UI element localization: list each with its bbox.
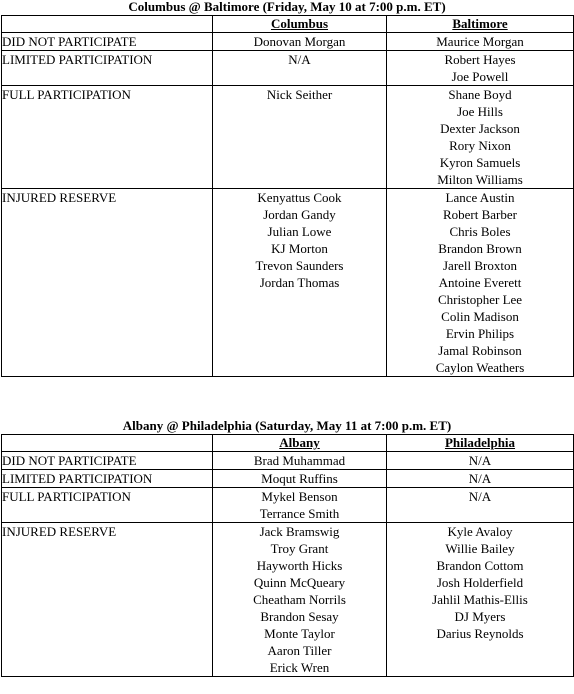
status-header-cell xyxy=(2,435,213,452)
table-row xyxy=(2,51,574,86)
player-list xyxy=(387,452,574,470)
table-row xyxy=(2,452,574,470)
player-name: DJ Myers xyxy=(454,609,506,624)
team-header: Baltimore xyxy=(387,16,574,33)
player-name: Willie Bailey xyxy=(445,541,515,556)
team-header: Columbus xyxy=(213,16,387,33)
player-name: Kyle Avaloy xyxy=(447,524,513,539)
status-label: FULL PARTICIPATION xyxy=(2,86,213,189)
player-name: Dexter Jackson xyxy=(440,121,520,136)
not-applicable-value: N/A xyxy=(468,489,492,504)
player-name: Hayworth Hicks xyxy=(256,558,343,573)
table-row xyxy=(2,86,574,189)
player-name: Aaron Tiller xyxy=(267,643,332,658)
player-list xyxy=(387,51,574,86)
status-label: LIMITED PARTICIPATION xyxy=(2,470,213,488)
player-name: Monte Taylor xyxy=(264,626,335,641)
player-list xyxy=(213,488,387,523)
player-name: Chris Boles xyxy=(449,224,511,239)
table-row xyxy=(2,488,574,523)
player-list xyxy=(387,523,574,677)
player-list xyxy=(387,488,574,523)
not-applicable-value: N/A xyxy=(468,471,492,486)
status-label: INJURED RESERVE xyxy=(2,189,213,377)
game-section-albany-philadelphia xyxy=(1,419,573,677)
player-name: Robert Hayes xyxy=(444,52,516,67)
player-name: Jarell Broxton xyxy=(442,258,517,273)
table-row xyxy=(2,189,574,377)
player-name: Joe Powell xyxy=(451,69,509,84)
player-name: Jahlil Mathis-Ellis xyxy=(432,592,528,607)
player-name: Kenyattus Cook xyxy=(257,190,342,205)
player-list xyxy=(213,86,387,189)
table-row xyxy=(2,33,574,51)
player-list xyxy=(387,470,574,488)
player-name: Trevon Saunders xyxy=(255,258,344,273)
player-list xyxy=(213,470,387,488)
table-header-row xyxy=(2,16,574,33)
not-applicable-value: N/A xyxy=(288,52,311,67)
status-label: DID NOT PARTICIPATE xyxy=(2,452,213,470)
player-name: Caylon Weathers xyxy=(435,360,525,375)
status-header-cell xyxy=(2,16,213,33)
status-label: INJURED RESERVE xyxy=(2,523,213,677)
player-name: KJ Morton xyxy=(271,241,328,256)
player-name: Donovan Morgan xyxy=(253,34,346,49)
team-header: Albany xyxy=(213,435,387,452)
player-name: Cheatham Norrils xyxy=(253,592,346,607)
player-name: Brandon Brown xyxy=(438,241,522,256)
player-name: Brandon Sesay xyxy=(260,609,339,624)
table-header-row xyxy=(2,435,574,452)
player-name: Nick Seither xyxy=(266,87,333,102)
player-name: Moqut Ruffins xyxy=(261,471,338,486)
player-name: Brandon Cottom xyxy=(436,558,524,573)
status-label: FULL PARTICIPATION xyxy=(2,488,213,523)
player-name: Rory Nixon xyxy=(449,138,511,153)
table-row xyxy=(2,523,574,677)
team-header: Philadelphia xyxy=(387,435,574,452)
not-applicable-value: N/A xyxy=(468,453,492,468)
player-name: Ervin Philips xyxy=(445,326,515,341)
player-name: Quinn McQueary xyxy=(253,575,346,590)
game-section-columbus-baltimore xyxy=(1,0,573,377)
player-list xyxy=(387,189,574,377)
player-name: Jordan Thomas xyxy=(259,275,340,290)
player-list xyxy=(213,33,387,51)
injury-report-table xyxy=(1,15,574,377)
player-name: Mykel Benson xyxy=(261,489,338,504)
player-list xyxy=(213,523,387,677)
player-name: Robert Barber xyxy=(442,207,517,222)
player-name: Shane Boyd xyxy=(448,87,512,102)
player-name: Milton Williams xyxy=(437,172,523,187)
game-title: Columbus @ Baltimore (Friday, May 10 at 7:00 p.m. ET) xyxy=(128,0,446,14)
injury-report-table xyxy=(1,434,574,677)
table-row xyxy=(2,470,574,488)
player-name: Jamal Robinson xyxy=(438,343,522,358)
player-name: Troy Grant xyxy=(270,541,329,556)
player-name: Antoine Everett xyxy=(438,275,522,290)
player-list xyxy=(213,51,387,86)
status-label: DID NOT PARTICIPATE xyxy=(2,33,213,51)
game-title: Albany @ Philadelphia (Saturday, May 11 at 7:00 p.m. ET) xyxy=(122,418,452,433)
player-name: Lance Austin xyxy=(445,190,515,205)
player-list xyxy=(213,452,387,470)
player-name: Brad Muhammad xyxy=(253,453,346,468)
player-list xyxy=(387,33,574,51)
player-name: Joe Hills xyxy=(457,104,503,119)
player-name: Colin Madison xyxy=(441,309,519,324)
status-label: LIMITED PARTICIPATION xyxy=(2,51,213,86)
player-list xyxy=(387,86,574,189)
player-name: Darius Reynolds xyxy=(436,626,524,641)
player-name: Josh Holderfield xyxy=(436,575,524,590)
player-name: Christopher Lee xyxy=(437,292,523,307)
player-name: Terrance Smith xyxy=(259,506,340,521)
player-name: Erick Wren xyxy=(269,660,330,675)
player-list xyxy=(213,189,387,377)
player-name: Julian Lowe xyxy=(267,224,332,239)
player-name: Kyron Samuels xyxy=(439,155,521,170)
player-name: Maurice Morgan xyxy=(436,34,524,49)
player-name: Jordan Gandy xyxy=(263,207,336,222)
player-name: Jack Bramswig xyxy=(259,524,340,539)
